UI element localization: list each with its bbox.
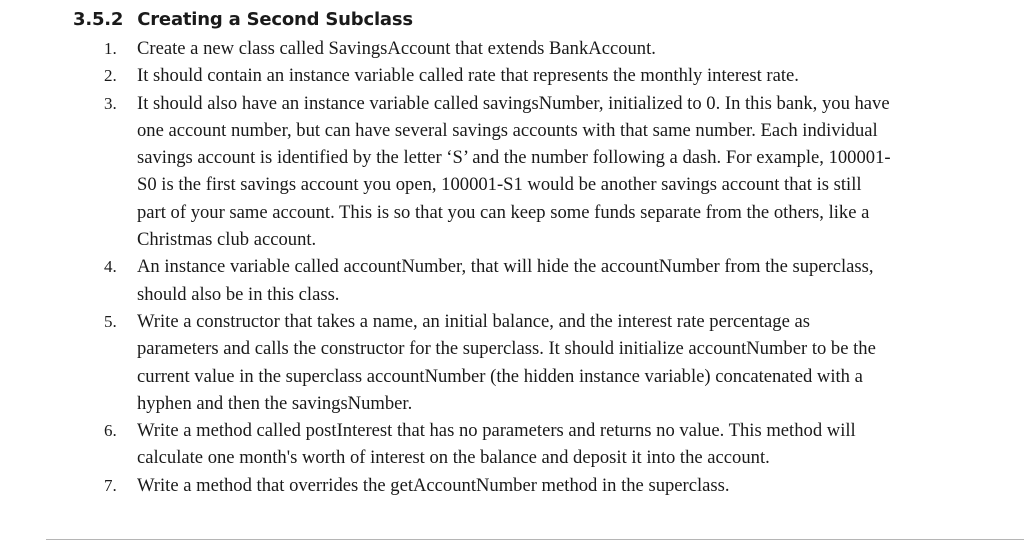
list-item-line: It should contain an instance variable called rate that represents the monthly interest rate. [137, 65, 799, 87]
list-item-line: It should also have an instance variable called savingsNumber, initialized to 0. In this bank, you have [137, 92, 890, 114]
list-item-line: Create a new class called SavingsAccount that extends BankAccount. [137, 38, 656, 59]
list-item-line: current value in the superclass accountNumber (the hidden instance variable) concatenated with a [137, 365, 863, 387]
list-marker: 2. [104, 66, 117, 86]
list-item-3 [0, 90, 1000, 254]
section-heading [73, 6, 413, 34]
list-item-line: part of your same account. This is so that you can keep some funds separate from the others, like a [137, 201, 870, 223]
list-item-line: savings account is identified by the letter ‘S’ and the number following a dash. For example, 100001- [137, 147, 891, 169]
section-number: 3.5.2 [73, 9, 124, 30]
list-marker: 1. [104, 39, 117, 58]
list-item-7 [0, 472, 1000, 499]
list-item-5 [0, 308, 1000, 417]
list-marker: 3. [104, 93, 117, 113]
list-item-4 [0, 253, 1000, 308]
list-marker: 4. [104, 257, 117, 277]
list-item-line: calculate one month's worth of interest on the balance and deposit it into the account. [137, 447, 770, 469]
bottom-divider [46, 539, 1024, 540]
list-item-line: Write a constructor that takes a name, an initial balance, and the interest rate percentage as [137, 310, 810, 332]
instruction-list [0, 35, 1000, 499]
list-item-line: parameters and calls the constructor for the superclass. It should initialize accountNumber to be the [137, 338, 876, 360]
list-marker: 7. [104, 475, 117, 495]
list-item-line: Write a method that overrides the getAccountNumber method in the superclass. [137, 474, 730, 496]
list-marker: 6. [104, 421, 117, 441]
list-item-1 [0, 35, 1000, 62]
list-item-line: Write a method called postInterest that has no parameters and returns no value. This method will [137, 420, 856, 442]
list-item-line: should also be in this class. [137, 283, 340, 305]
list-marker: 5. [104, 311, 117, 331]
list-item-2 [0, 62, 1000, 89]
list-item-line: hyphen and then the savingsNumber. [137, 392, 413, 414]
list-item-line: S0 is the first savings account you open, 100001-S1 would be another savings account that is still [137, 174, 862, 196]
list-item-line: An instance variable called accountNumber, that will hide the accountNumber from the superclass, [137, 256, 874, 278]
list-item-6 [0, 417, 1000, 472]
section-title: Creating a Second Subclass [137, 9, 413, 30]
list-item-line: one account number, but can have several savings accounts with that same number. Each individual [137, 119, 878, 141]
list-item-line: Christmas club account. [137, 229, 317, 251]
